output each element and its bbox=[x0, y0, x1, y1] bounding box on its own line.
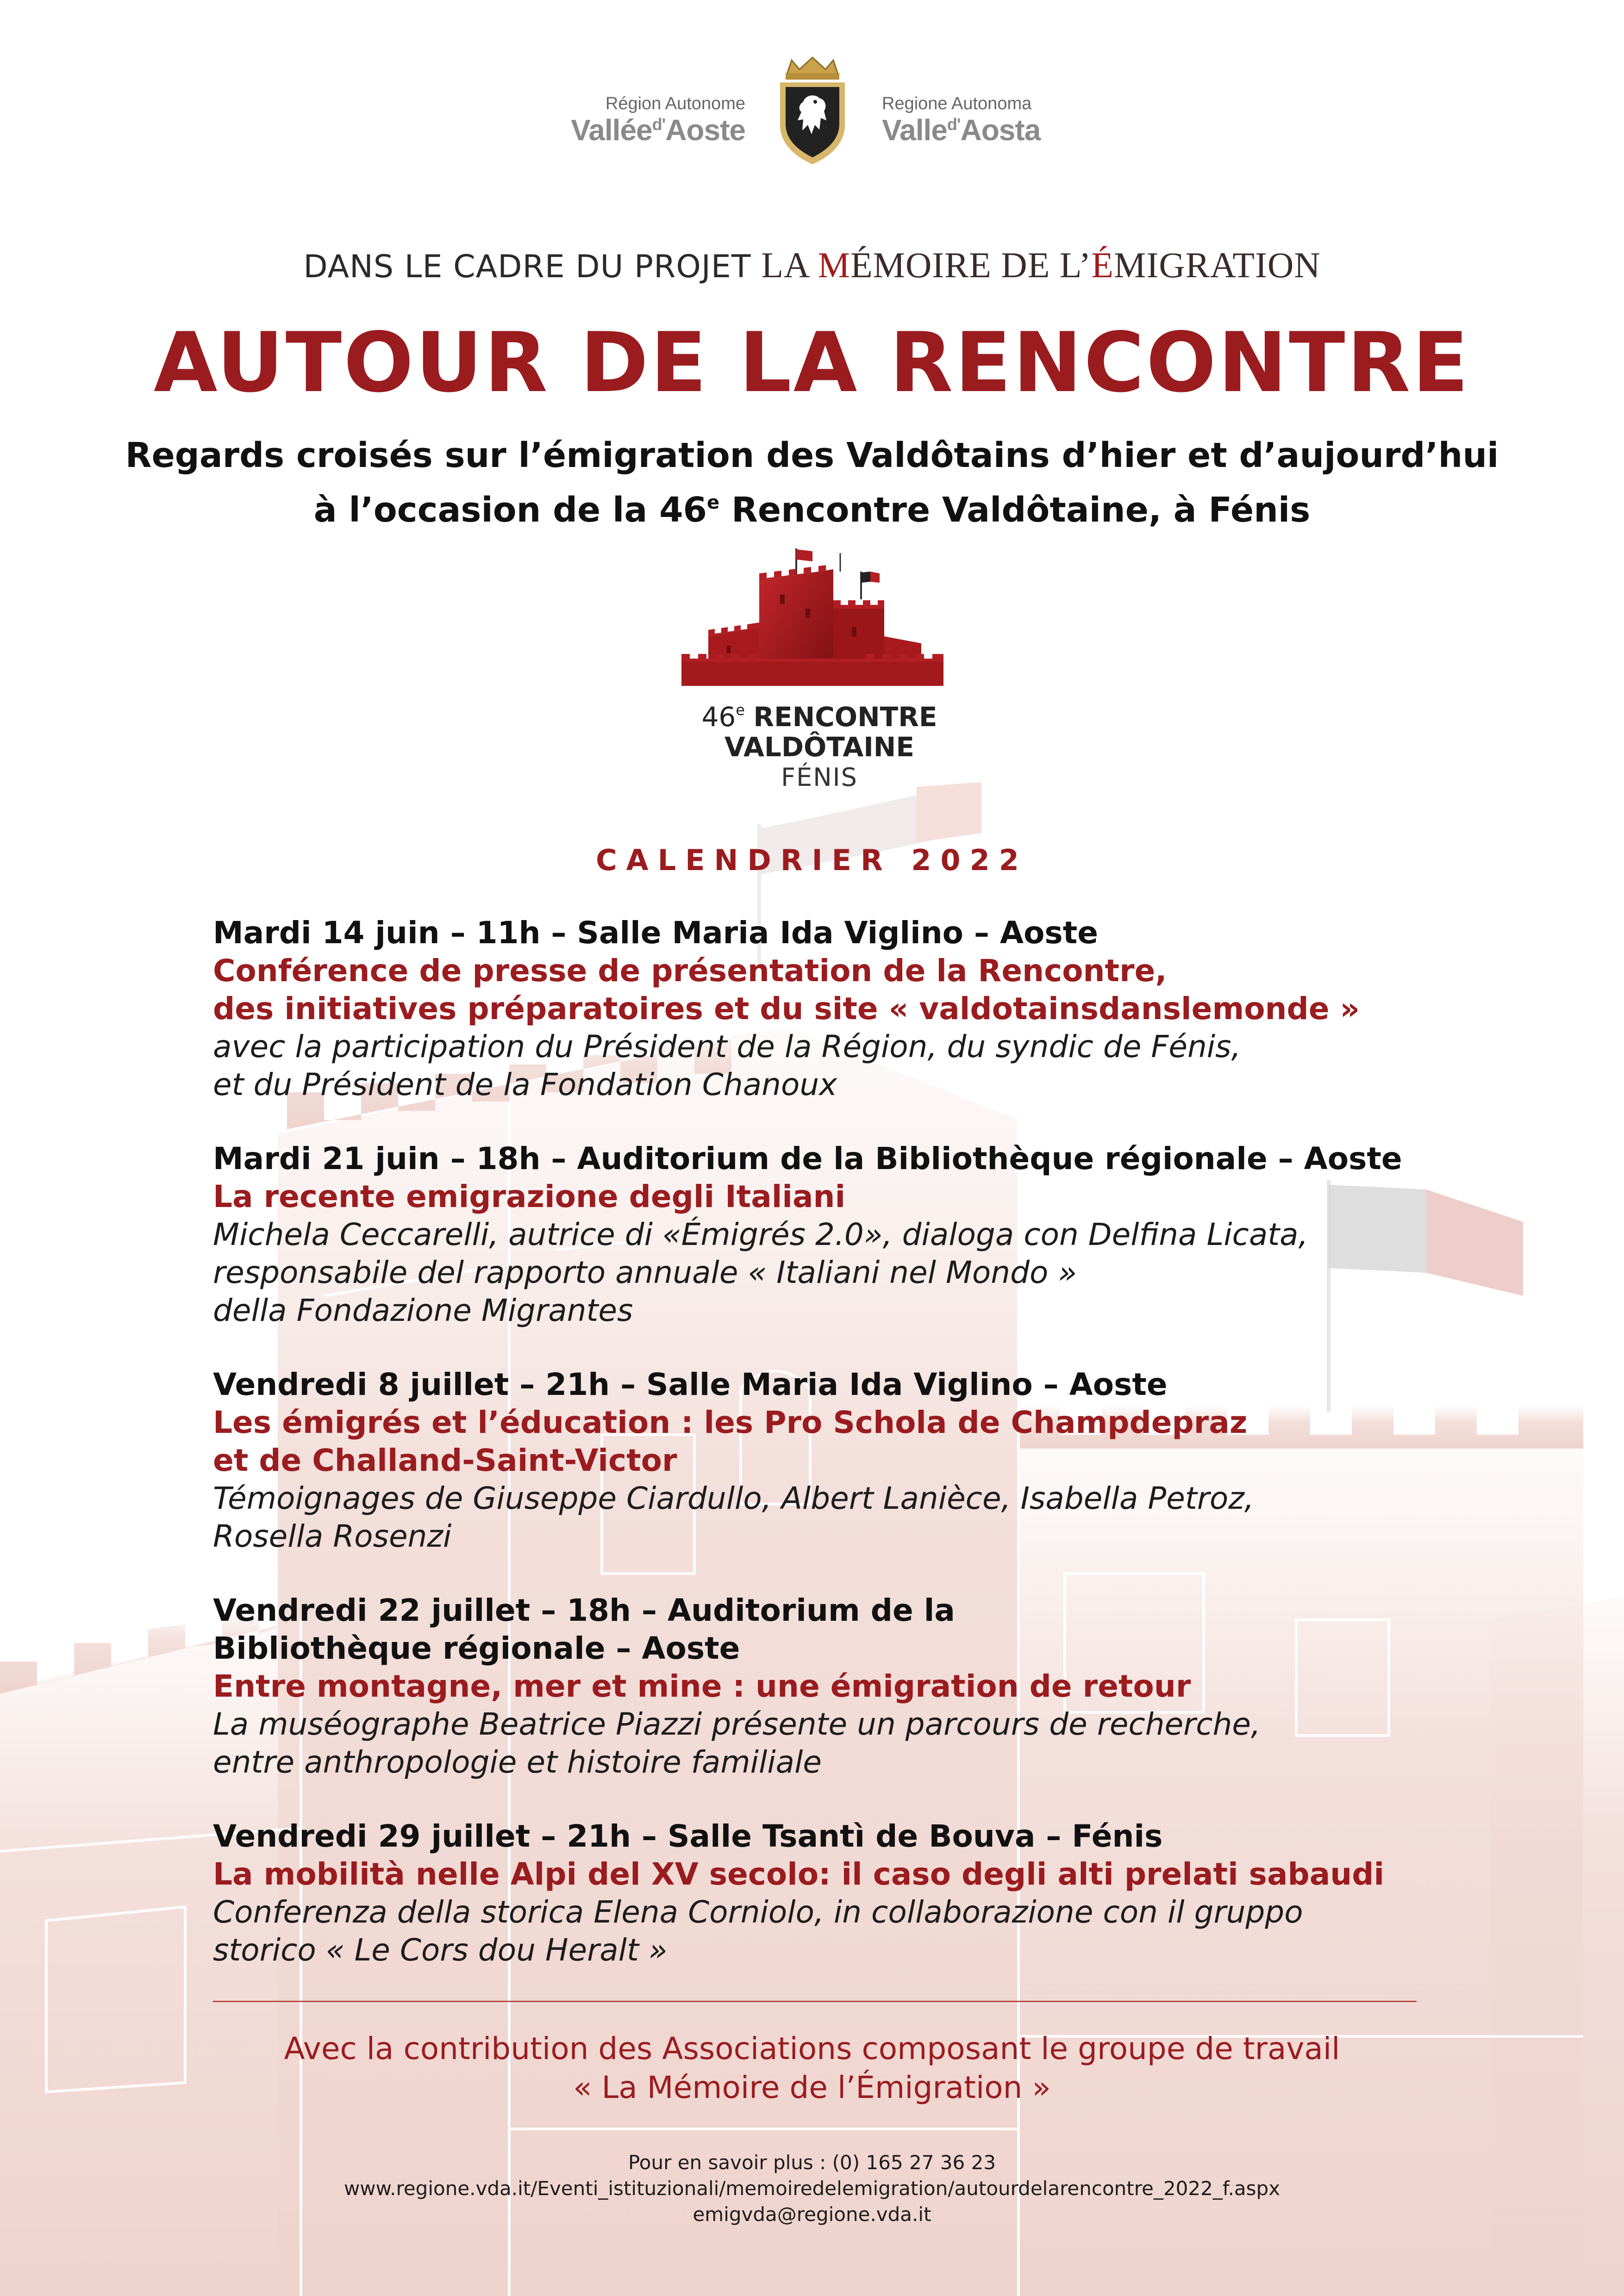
subtitle-line-1: Regards croisés sur l’émigration des Valdôtains d’hier et d’aujourd’hui bbox=[125, 436, 1499, 475]
project-name-part: MIGRATION bbox=[1114, 245, 1321, 285]
region-label-fr: Région Autonome bbox=[605, 94, 745, 113]
contribution-line-2: « La Mémoire de l’Émigration » bbox=[573, 2070, 1051, 2105]
event-date-location: Vendredi 29 juillet – 21h – Salle Tsantì de Bouva – Fénis bbox=[213, 1818, 1163, 1854]
event-description: La muséographe Beatrice Piazzi présente un parcours de recherche, bbox=[213, 1706, 1261, 1742]
event-item bbox=[213, 1366, 1463, 1556]
region-name-fr-main: Vallée bbox=[571, 113, 652, 147]
event-logo-rencontre: RENCONTRE bbox=[753, 701, 937, 733]
event-date-location: Vendredi 22 juillet – 18h – Auditorium de la bbox=[213, 1593, 955, 1628]
footer-phone: Pour en savoir plus : (0) 165 27 36 23 bbox=[628, 2151, 996, 2174]
event-logo-number: 46 bbox=[701, 701, 736, 733]
event-logo-valdotaine: VALDÔTAINE bbox=[725, 731, 914, 763]
event-item bbox=[213, 1817, 1463, 1969]
project-name-initial-e: É bbox=[1091, 245, 1114, 285]
castle-with-flags-icon bbox=[681, 544, 944, 701]
calendar-heading: CALENDRIER 2022 bbox=[596, 843, 1028, 877]
subtitle-ordinal-sup: e bbox=[707, 492, 720, 513]
event-logo-fenis: FÉNIS bbox=[781, 763, 858, 792]
event-item bbox=[213, 914, 1463, 1104]
event-title: Entre montagne, mer et mine : une émigration de retour bbox=[213, 1668, 1191, 1704]
event-logo-line-1 bbox=[699, 701, 940, 733]
event-description: Rosella Rosenzi bbox=[213, 1518, 452, 1554]
event-description: avec la participation du Président de la Région, du syndic de Fénis, bbox=[213, 1029, 1241, 1064]
event-description: della Fondazione Migrantes bbox=[213, 1293, 633, 1328]
project-name bbox=[761, 245, 1320, 285]
region-name-fr-end: Aoste bbox=[665, 113, 745, 147]
events-list bbox=[213, 914, 1463, 2005]
footer-contact bbox=[0, 2150, 1624, 2228]
event-title: La mobilità nelle Alpi del XV secolo: il caso degli alti prelati sabaudi bbox=[213, 1856, 1385, 1892]
event-description: Témoignages de Giuseppe Ciardullo, Albert Lanièce, Isabella Petroz, bbox=[213, 1481, 1254, 1516]
event-description: Michela Ceccarelli, autrice di «Émigrés 2.0», dialoga con Delfina Licata, bbox=[213, 1217, 1308, 1252]
footer-url-link[interactable]: www.regione.vda.it/Eventi_istituzionali/memoiredelemigration/autourdelarencontre_2022_f.aspx bbox=[344, 2177, 1280, 2200]
project-line bbox=[0, 244, 1624, 286]
region-name-italian bbox=[882, 95, 1040, 145]
event-title: des initiatives préparatoires et du site « valdotainsdanslemonde » bbox=[213, 991, 1360, 1027]
project-name-part: LA bbox=[761, 245, 818, 285]
region-name-french bbox=[571, 95, 745, 145]
event-description: storico « Le Cors dou Heralt » bbox=[213, 1932, 668, 1968]
event-date-location: Vendredi 8 juillet – 21h – Salle Maria Ida Viglino – Aoste bbox=[213, 1367, 1168, 1402]
subtitle-line-2-start: à l’occasion de la 46 bbox=[313, 490, 707, 530]
event-title: et de Challand-Saint-Victor bbox=[213, 1443, 677, 1478]
event-date-location: Bibliothèque régionale – Aoste bbox=[213, 1630, 740, 1666]
event-description: et du Président de la Fondation Chanoux bbox=[213, 1067, 837, 1102]
event-description: Conferenza della storica Elena Corniolo, in collaborazione con il gruppo bbox=[213, 1894, 1303, 1930]
project-name-part: ÉMOIRE DE L’ bbox=[850, 245, 1092, 285]
subtitle bbox=[0, 428, 1624, 537]
event-title: Les émigrés et l’éducation : les Pro Schola de Champdepraz bbox=[213, 1405, 1248, 1440]
event-date-location: Mardi 14 juin – 11h – Salle Maria Ida Viglino – Aoste bbox=[213, 915, 1099, 951]
region-logo bbox=[571, 56, 1041, 180]
contribution-note bbox=[0, 2029, 1624, 2107]
subtitle-line-2 bbox=[0, 483, 1624, 537]
region-name-fr-sup: d' bbox=[652, 115, 666, 134]
event-description: responsabile del rapporto annuale « Italiani nel Mondo » bbox=[213, 1255, 1077, 1290]
event-logo-ordinal-sup: e bbox=[736, 701, 745, 719]
region-name-it-end: Aosta bbox=[960, 113, 1041, 147]
region-name-it-main: Valle bbox=[882, 113, 947, 147]
contribution-line-1: Avec la contribution des Associations composant le groupe de travail bbox=[284, 2031, 1340, 2066]
footer-email-link[interactable]: emigvda@regione.vda.it bbox=[693, 2203, 931, 2226]
region-name-it-sup: d' bbox=[947, 115, 961, 134]
event-item bbox=[213, 1592, 1463, 1781]
event-date-location: Mardi 21 juin – 18h – Auditorium de la Bibliothèque régionale – Aoste bbox=[213, 1141, 1402, 1176]
coat-of-arms-icon bbox=[771, 56, 854, 167]
subtitle-line-2-end: Rencontre Valdôtaine, à Fénis bbox=[719, 490, 1311, 530]
project-prefix: DANS LE CADRE DU PROJET bbox=[303, 249, 751, 285]
event-description: entre anthropologie et histoire familiale bbox=[213, 1744, 822, 1780]
project-name-initial-m: M bbox=[818, 245, 850, 285]
event-title: La recente emigrazione degli Italiani bbox=[213, 1179, 846, 1214]
event-item bbox=[213, 1140, 1463, 1330]
main-title: AUTOUR DE LA RENCONTRE bbox=[153, 315, 1471, 411]
event-title: Conférence de presse de présentation de la Rencontre, bbox=[213, 953, 1167, 989]
region-label-it: Regione Autonoma bbox=[882, 94, 1032, 113]
event-logo bbox=[681, 544, 944, 803]
section-divider bbox=[213, 2001, 1417, 2002]
